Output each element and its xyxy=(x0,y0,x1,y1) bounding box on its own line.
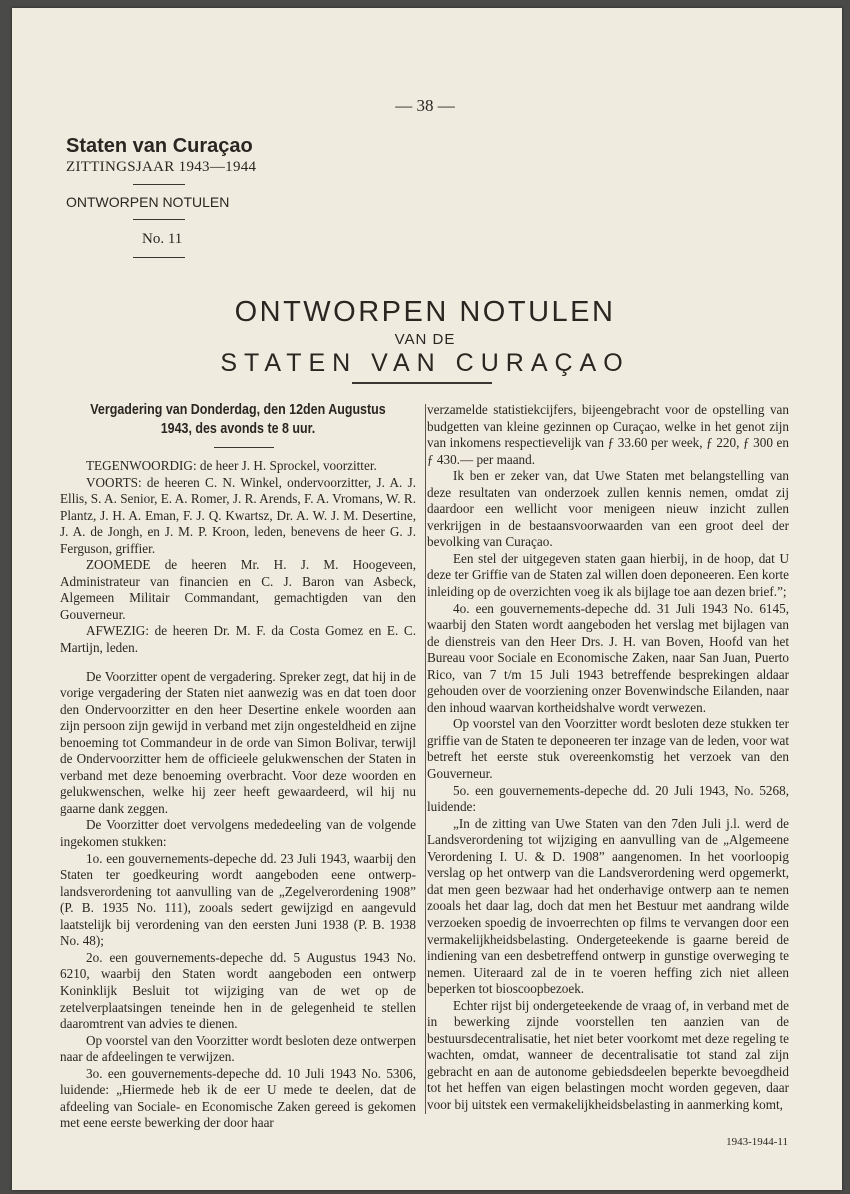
paragraph: AFWEZIG: de heeren Dr. M. F. da Costa Gomez en E. C. Martijn, leden. xyxy=(60,623,416,656)
paragraph: Echter rijst bij ondergeteekende de vraag of, in verband met de in bewerking zijnde voorstellen ten aanzien van de bestuursdecentralisatie, het niet beter voorkomt met deze regeling te wachten, omdat, wanneer de decentralisatie tot stand zal zijn gebracht en aan de autonome gebiedsdeelen beperkte bevoegdheid tot het heffen van eigen belastingen mocht worden gegeven, daar voor bij uitstek een vermakelijkheidsbelasting in aanmerking komt, xyxy=(427,997,789,1112)
paragraph: Op voorstel van den Voorzitter wordt besloten deze ontwerpen naar de afdeelingen te verwijzen. xyxy=(60,1032,416,1065)
header-number: No. 11 xyxy=(142,231,183,247)
divider xyxy=(133,184,185,185)
right-column xyxy=(427,402,789,1114)
column-divider xyxy=(425,404,426,1114)
divider xyxy=(133,257,185,258)
main-title: ONTWORPEN NOTULEN xyxy=(234,296,616,328)
divider xyxy=(133,219,185,220)
paragraph: Op voorstel van den Voorzitter wordt besloten deze stukken ter griffie van de Staten te deponeeren ter inzage van de leden, voor wat betreft het eerste stuk overeenkomstig het verzoek van den Gouverneur. xyxy=(427,716,789,782)
meeting-heading: Vergadering van Donderdag, den 12den Augustus 1943, des avonds te 8 uur. xyxy=(90,402,386,437)
title-underline xyxy=(352,382,492,384)
footer-code: 1943-1944-11 xyxy=(726,1136,788,1148)
left-column xyxy=(60,458,416,1132)
divider xyxy=(214,447,274,448)
header-session: ZITTINGSJAAR 1943—1944 xyxy=(66,159,257,175)
paragraph: Ik ben er zeker van, dat Uwe Staten met belangstelling van deze resultaten van onderzoek zullen kennis nemen, omdat zij daardoor een wellicht voor menigeen nieuw inzicht zullen verkrijgen in de bestaansvoorwaarden van een groot deel der bevolking van Curaçao. xyxy=(427,468,789,550)
paragraph: Een stel der uitgegeven staten gaan hierbij, in de hoop, dat U deze ter Griffie van de Staten zal willen doen deponeeren. Een korte inleiding op de overzichten voeg ik als bijlage toe aan dezen brief.”; xyxy=(427,550,789,600)
paragraph: TEGENWOORDIG: de heer J. H. Sprockel, voorzitter. xyxy=(86,458,377,473)
paragraph: De Voorzitter doet vervolgens mededeeling van de volgende ingekomen stukken: xyxy=(60,817,416,850)
paragraph: VOORTS: de heeren C. N. Winkel, ondervoorzitter, J. A. J. Ellis, S. A. Senior, E. A. Romer, J. R. Arends, F. A. Vromans, W. R. Plantz, J. H. A. Eman, F. J. Q. Kwartsz, Dr. A. W. J. M. Desertine, J. A. de Jongh, en J. M. P. Kroon, leden, benevens de heer G. J. Ferguson, griffier. xyxy=(60,474,416,556)
paragraph: 5o. een gouvernements-depeche dd. 20 Juli 1943, No. 5268, luidende: xyxy=(427,782,789,815)
main-title-line3: STATEN VAN CURAÇAO xyxy=(220,349,630,377)
paragraph: De Voorzitter opent de vergadering. Spreker zegt, dat hij in de vorige vergadering der Staten niet aanwezig was en dat toen door den Ondervoorzitter en den heer Desertine enkele woorden aan zijn persoon zijn gewijd in verband met zijn ongesteldheid en zijne benoeming tot Commandeur in de orde van Simon Bolivar, terwijl de Ondervoorzitter hem de officieele gelukwenschen der Staten in verband met deze benoeming overbracht. Voor deze woorden en gelukwenschen, welke hij zeer heeft gewaardeerd, wil hij nu gaarne dank zeggen. xyxy=(60,668,416,816)
main-title-sub: VAN DE xyxy=(394,331,456,348)
paragraph: 4o. een gouvernements-depeche dd. 31 Juli 1943 No. 6145, waarbij den Staten wordt aangeboden het verslag met bijlagen van de dienstreis van den Heer Drs. J. H. van Boven, Hoofd van het Bureau voor Sociale en Economische Zaken, naar San Juan, Puerto Rico, van 7 t/m 15 Juli 1943 betreffende besprekingen aldaar gehouden over de voorziening onzer Bovenwindsche Eilanden, naar den inhoud waarvan kortheidshalve wordt verwezen. xyxy=(427,600,789,715)
paragraph: 1o. een gouvernements-depeche dd. 23 Juli 1943, waarbij den Staten ter goedkeuring wordt aangeboden eene ontwerp-landsverordening tot aanvulling van de „Zegelverordening 1908” (P. B. 1935 No. 111), zooals sedert gewijzigd en aangevuld laatstelijk bij verordening van den eersten Juni 1938 (P. B. 1938 No. 48); xyxy=(60,850,416,949)
paragraph: 3o. een gouvernements-depeche dd. 10 Juli 1943 No. 5306, luidende: „Hiermede heb ik de eer U mede te deelen, dat de afdeeling van Sociale- en Economische Zaken gereed is gekomen met eene eerste bewerking der door haar xyxy=(60,1065,416,1131)
page-number: — 38 — xyxy=(395,96,455,115)
header-series: ONTWORPEN NOTULEN xyxy=(66,194,230,210)
header-title: Staten van Curaçao xyxy=(66,135,253,157)
paragraph: ZOOMEDE de heeren Mr. H. J. M. Hoogeveen, Administrateur van financien en C. J. Baron van Asbeck, Algemeen Militair Commandant, gemachtigden van den Gouverneur. xyxy=(60,557,416,622)
paragraph: verzamelde statistiekcijfers, bijeengebracht voor de opstelling van budgetten van kleine gezinnen op Curaçao, welke in het genot zijn van inkomens respectievelijk van ƒ 33.60 per week, ƒ 220, ƒ 300 en ƒ 430.— per maand. xyxy=(427,402,789,467)
paragraph: 2o. een gouvernements-depeche dd. 5 Augustus 1943 No. 6210, waarbij den Staten wordt aangeboden een ontwerp Koninklijk Besluit tot wijziging van de wet op de zetelverplaatsingen teneinde hen in de gelegenheid te stellen daaromtrent van advies te dienen. xyxy=(60,949,416,1032)
paragraph: „In de zitting van Uwe Staten van den 7den Juli j.l. werd de Landsverordening tot wijziging en aanvulling van de „Algemeene Verordening I. U. & D. 1908” aangenomen. In het voorloopig verslag op het ontwerp van die Landsverordening werd opgemerkt, dat men geen bezwaar had het onderhavige ontwerp aan te nemen zooals het daar lag, doch dat men het Bestuur met aandrang wilde verzoeken spoedig de invoerrechten op films te vervangen door een vermakelijkheidsbelasting. Ondergeteekende is gaarne bereid de indiening van een desbetreffend ontwerp in gunstige overweging te nemen. Uiteraard zal de in te voeren heffing zich niet alleen beperken tot bioscoopbezoek. xyxy=(427,815,789,997)
